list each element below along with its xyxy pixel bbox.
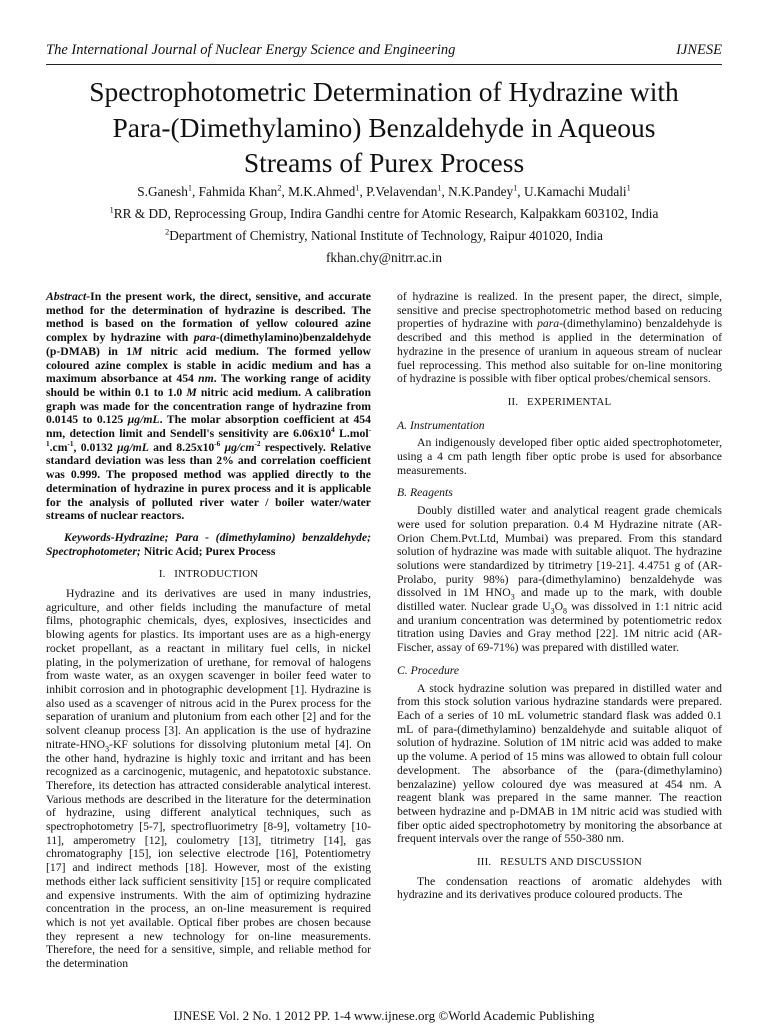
affiliation-mark: 1 [437,183,442,193]
author-name: S.Ganesh [137,184,188,199]
left-column [46,290,371,971]
instrumentation-paragraph: An indigenously developed fiber optic aided spectrophotometer, using a 4 cm path length fiber optic probe is used for absorbance measurements. [397,436,722,477]
journal-name: The International Journal of Nuclear Energy Science and Engineering [46,42,456,58]
author-name: Fahmida Khan [198,184,278,199]
procedure-paragraph: A stock hydrazine solution was prepared in distilled water and from this stock solution various hydrazine standards were prepared. Each of a series of 10 mL volumetric standard flask was added 0.1 mL of para-(dimethylamino) benzaldehyde and suitable aliquot of solution of hydrazine. Solution of 1M nitric acid was added to make up the volume. A period of 15 mins was allowed to obtain full colour development. The absorbance of the (para-(dimethylamino) benzalazine) yellow coloured dye was measured at 454 nm. A reagent blank was prepared in the same manner. The reaction between hydrazine and p-DMAB in 1M nitric acid was studied with fiber optic aided spectrophotometry by monitoring the absorbance at frequent intervals over the range of 550-380 nm. [397,681,722,846]
title-line: Streams of Purex Process [243,147,525,178]
subsection-heading-procedure: C. Procedure [397,663,460,677]
author-block [30,181,738,269]
section-heading-experimental: II. EXPERIMENTAL [507,395,612,408]
author-name: M.K.Ahmed [288,184,356,199]
keywords: Keywords-Hydrazine; Para - (dimethylamino) benzaldehyde; Spectrophotometer; Nitric Acid; Purex Process [46,530,371,558]
affiliation-mark: 1 [626,183,631,193]
section-heading-results: III. RESULTS AND DISCUSSION [477,856,642,869]
author-name: P.Velavendan [366,184,438,199]
author-name: U.Kamachi Mudali [523,184,627,199]
affiliation-mark: 1 [513,183,518,193]
abstract: Abstract-In the present work, the direct, sensitive, and accurate method for the determination of hydrazine is described. The method is based on the formation of yellow coloured azine complex by hydrazine with para-(dimethylamino)benzaldehyde (p-DMAB) in 1M nitric acid medium. The formed yellow coloured azine complex is stable in acidic medium and has a maximum absorbance at 454 nm. The working range of acidity should be within 0.1 to 1.0 M nitric acid medium. A calibration graph was made for the concentration range of hydrazine from 0.0145 to 0.125 μg/mL. The molar absorption coefficient at 454 nm, detection limit and Sendell's sensitivity are $6.06x10^4$ $L.mol^{-1}.cm^{-1}$, 0.0132 μg/mL and $8.25x10^{-6}$ $\mu g/cm^{-2}$ respectively. Relative standard deviation was less than 2% and correlation coefficient was 0.999. The proposed method was applied directly to the determination of hydrazine in purex process and it is applicable for the analysis of polluted river water / boiler water/water streams of nuclear reactors. [46,290,372,523]
reagents-paragraph: Doubly distilled water and analytical reagent grade chemicals were used for solution preparation. 0.4 M Hydrazine nitrate (AR-Orion Chem.Pvt.Ltd, Mumbai) was prepared. From this standard solution of hydrazine was made with suitable aliquot. The hydrazine solutions were standardized by titrimetry [19-21]. 4.4751 g of (AR-Prolabo, purity 98%) para-(dimethylamino) benzaldehyde was dissolved in 1M $HNO_3$ and made up to the mark, with double distilled water. Nuclear grade $U_3O_8$ was dissolved in 1:1 nitric acid and uranium concentration was determined by potentiometric redox titration using Davies and Gray method [22]. 1M nitric acid (AR-Fischer, assay of 69-71%) was prepared with distilled water. [397,504,722,655]
affiliation-mark: 1 [109,205,114,215]
results-paragraph-1: The condensation reactions of aromatic aldehydes with hydrazine and its derivatives produce coloured products. The [397,874,722,902]
author-email: fkhan.chy@nitrr.ac.in [326,250,442,265]
author-list: S.Ganesh$^1$, Fahmida Khan$^2$, M.K.Ahmed$^1$, P.Velavendan$^1$, N.K.Pandey$^1$, U.Kamachi Mudali$^1$ [137,183,631,199]
affiliation-1: $^1$RR & DD, Reprocessing Group, Indira Gandhi centre for Atomic Research, Kalpakkam 603102, India [109,205,659,221]
affiliation-mark: 2 [165,227,170,237]
journal-abbreviation: IJNESE [676,42,722,58]
section-heading-introduction: I. INTRODUCTION [158,568,259,581]
page-footer: IJNESE Vol. 2 No. 1 2012 PP. 1-4 www.ijnese.org ©World Academic Publishing [173,1008,595,1023]
affiliation-mark: 2 [277,183,282,193]
intro-paragraph-1: Hydrazine and its derivatives are used in many industries, agriculture, and other fields including the manufacture of metal films, photographic chemicals, dyes, explosives, insecticides and blowing agents for plastics. Its important uses are as a high-energy rocket propellant, as a reactant in military fuel cells, in nickel plating, in the polymerization of urethane, for removal of halogens from waste water, as an oxygen scavenger in boiler feed water to inhibit corrosion and in photographic development [1]. Hydrazine is also used as a scavenger of nitrous acid in the Purex process for the separation of uranium and plutonium from each other [2] and for the solvent cleanup process [3]. An application is the use of hydrazine nitrate-$HNO_3-KF$ solutions for dissolving plutonium metal [4]. On the other hand, hydrazine is highly toxic and irritant and has been recognized as a carcinogenic, mutagenic, and hepatotoxic substance. Therefore, its detection has attracted considerable analytical interest. Various methods are described in the literature for the determination of hydrazine, using different analytical techniques, such as spectrophotometry [5-7], spectrofluorimetry [8-9], voltametry [10-11], amperometry [12], coulometry [13], titrimetry [14], gas chromatography [15], ion selective electrode [16], Potentiometry [17] and indirect methods [18]. However, most of the existing methods either lack sufficient sensitivity [15] or require complicated and expensive instruments. With the aim of optimizing hydrazine concentration in the process, an on-line measurement is required which is not yet available. Optical fiber probes are chosen because they represent a new technology for on-line measurements. Therefore, the need for a sensitive, simple, and reliable method for the determination [46,587,371,971]
paper-title [40,74,728,181]
subsection-heading-instrumentation: A. Instrumentation [397,418,485,432]
running-header [46,42,722,62]
subsection-heading-reagents: B. Reagents [397,486,453,500]
intro-paragraph-2: of hydrazine is realized. In the present paper, the direct, simple, sensitive and precise spectrophotometric method based on reducing properties of hydrazine with para-(dimethylamino) benzaldehyde is described and this method is applied in the determination of hydrazine in the presence of uranium in aqueous stream of nuclear fuel reprocessing. This method also suitable for on-line monitoring of hydrazine is possible with fiber optical probes/chemical sensors. [397,290,723,386]
right-column [397,290,722,902]
header-rule [46,64,722,65]
title-line: Spectrophotometric Determination of Hydrazine with [89,76,679,107]
author-name: N.K.Pandey [448,184,514,199]
affiliation-2: $^2$Department of Chemistry, National Institute of Technology, Raipur 401020, India [165,227,603,243]
affiliation-mark: 1 [355,183,360,193]
title-line: Para-(Dimethylamino) Benzaldehyde in Aqueous [112,111,656,143]
affiliation-mark: 1 [187,183,192,193]
